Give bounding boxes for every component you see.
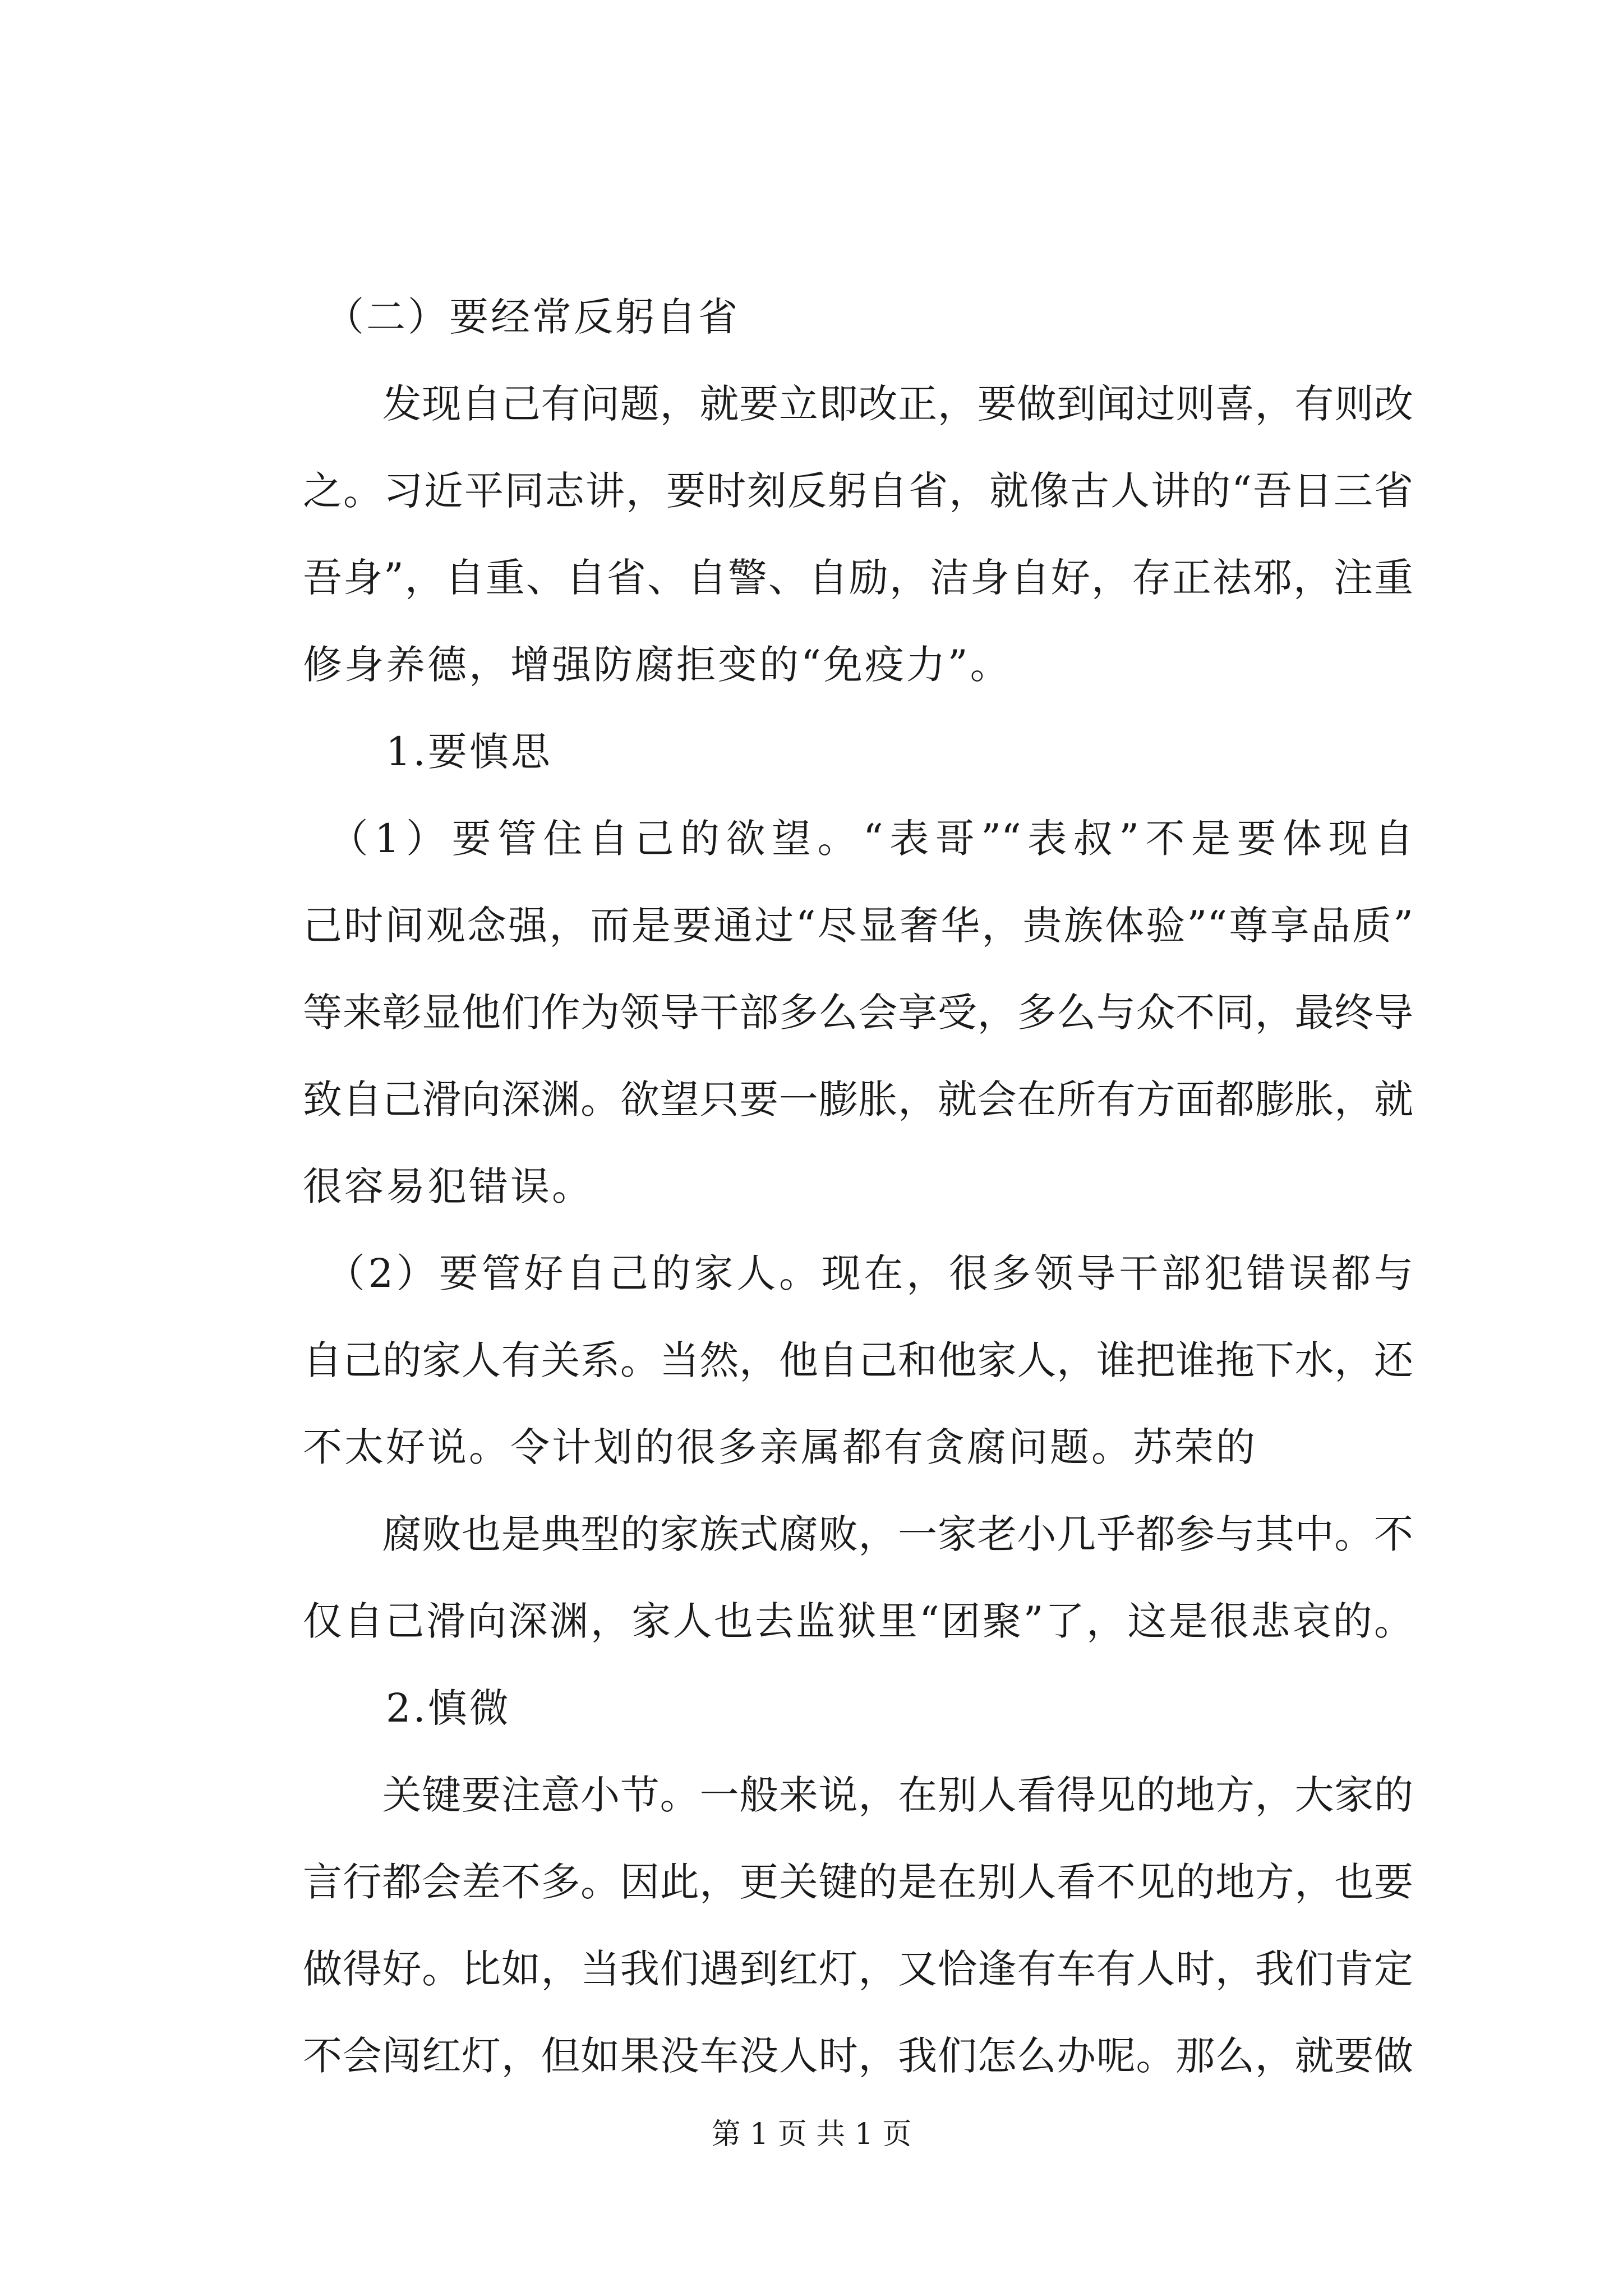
subheading: 2.慎微 — [303, 1685, 511, 1731]
paragraph-line: 很容易犯错误。 — [303, 1163, 593, 1209]
paragraph-line: 吾身”，自重、自省、自警、自励，洁身自好，存正祛邪，注重 — [303, 555, 1413, 601]
paragraph-line: 己时间观念强，而是要通过“尽显奢华，贵族体验”“尊享品质” — [303, 903, 1413, 949]
paragraph-line: 修身养德，增强防腐拒变的“免疫力”。 — [303, 642, 1012, 688]
paragraph-line: 致自己滑向深渊。欲望只要一膨胀，就会在所有方面都膨胀，就 — [303, 1076, 1413, 1122]
paragraph-line: 不太好说。令计划的很多亲属都有贪腐问题。苏荣的 — [303, 1424, 1257, 1470]
paragraph-line: （1）要管住自己的欲望。“表哥”“表叔”不是要体现自 — [303, 816, 1413, 862]
paragraph-line: 言行都会差不多。因此，更关键的是在别人看不见的地方，也要 — [303, 1859, 1413, 1905]
subheading: 1.要慎思 — [303, 729, 552, 775]
section-heading: （二）要经常反躬自省 — [303, 294, 740, 340]
paragraph-line: 仅自己滑向深渊，家人也去监狱里“团聚”了，这是很悲哀的。 — [303, 1598, 1413, 1644]
paragraph-line: 之。习近平同志讲，要时刻反躬自省，就像古人讲的“吾日三省 — [303, 468, 1413, 514]
paragraph-line: 自己的家人有关系。当然，他自己和他家人，谁把谁拖下水，还 — [303, 1337, 1413, 1383]
paragraph-line: （2）要管好自己的家人。现在，很多领导干部犯错误都与 — [303, 1250, 1413, 1296]
paragraph-line: 发现自己有问题，就要立即改正，要做到闻过则喜，有则改 — [303, 381, 1413, 427]
paragraph-line: 腐败也是典型的家族式腐败，一家老小几乎都参与其中。不 — [303, 1511, 1413, 1557]
paragraph-line: 做得好。比如，当我们遇到红灯，又恰逢有车有人时，我们肯定 — [303, 1946, 1413, 1992]
paragraph-line: 等来彰显他们作为领导干部多么会享受，多么与众不同，最终导 — [303, 990, 1413, 1036]
paragraph-line: 关键要注意小节。一般来说，在别人看得见的地方，大家的 — [303, 1772, 1413, 1818]
page-number-footer: 第 1 页 共 1 页 — [711, 2118, 912, 2151]
paragraph-line: 不会闯红灯，但如果没车没人时，我们怎么办呢。那么，就要做 — [303, 2033, 1413, 2079]
